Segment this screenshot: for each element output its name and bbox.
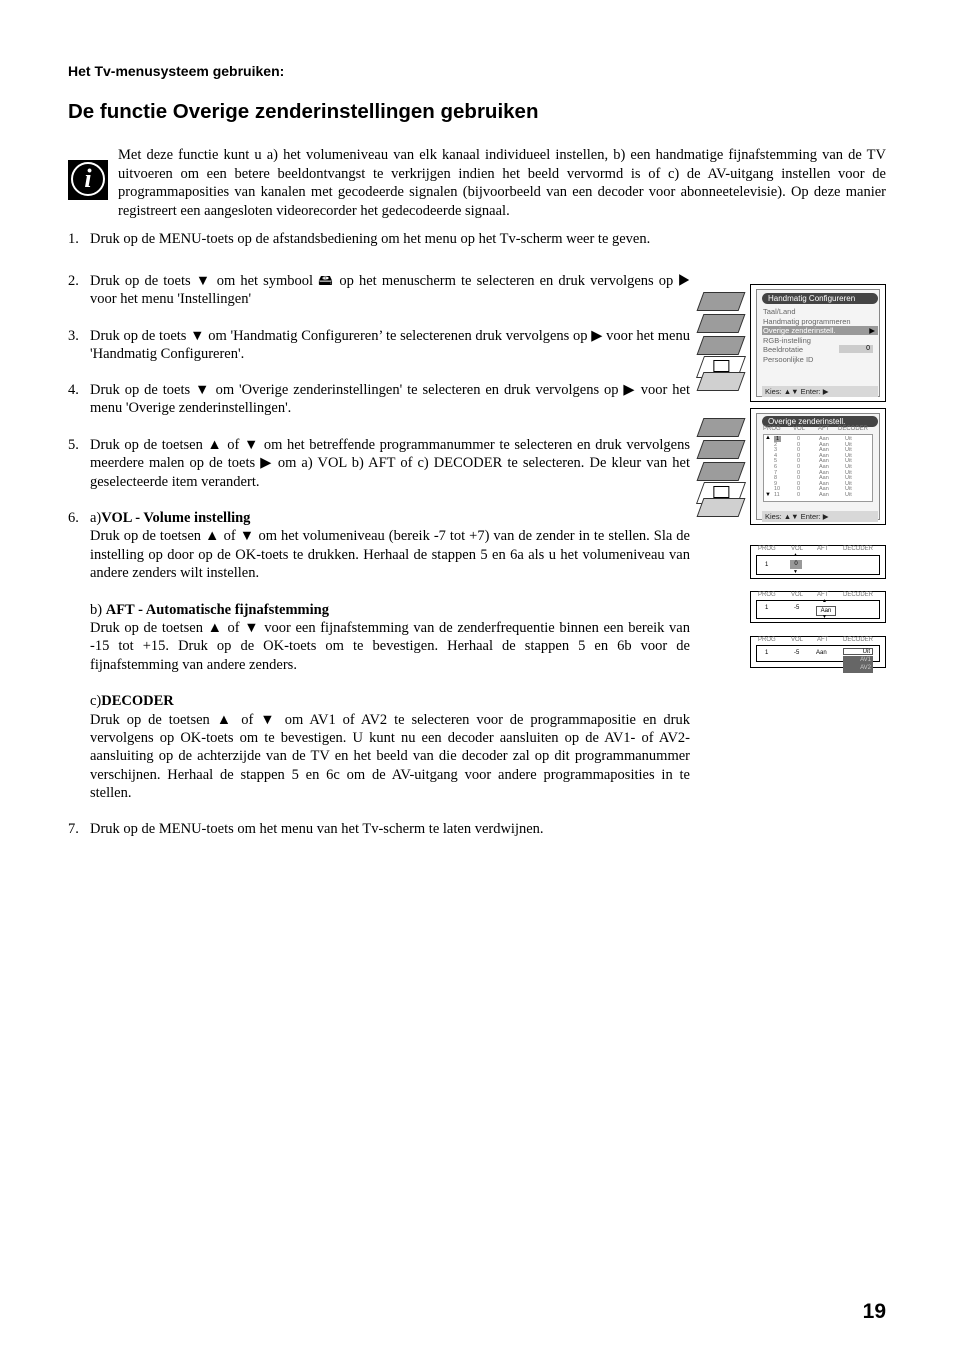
table-cell: 0: [797, 480, 801, 487]
table-cell: 0: [797, 486, 801, 493]
table-cell: 0: [797, 492, 801, 498]
table-cell: 1: [776, 436, 780, 442]
table-cell: Uit: [845, 452, 852, 459]
table-cell: Aan: [819, 464, 829, 470]
sound-icon: [697, 440, 746, 459]
features-icon: [697, 336, 746, 355]
table-cell: Aan: [819, 469, 829, 476]
table-cell: 0: [797, 452, 801, 459]
menu-item: Handmatig programmeren: [763, 317, 851, 326]
info-icon: i: [68, 160, 108, 200]
table-cell: Aan: [819, 458, 829, 465]
menu-item: RGB-instelling: [763, 336, 811, 345]
table-cell: 7: [774, 469, 778, 476]
vol-value: 0: [790, 560, 802, 569]
features-icon: [697, 462, 746, 481]
picture-icon: [697, 418, 746, 437]
step-6a: a)VOL - Volume instelling Druk op de toetsen ▲ of ▼ om het volumeniveau (bereik -7 tot +7) van de zender in te stellen. Sla de instelling op door op de OK-toets te drukken. Herhaal de stappen 5 en 6a als u het volumeniveau van andere zenders wilt instellen.: [90, 510, 690, 582]
step-6c: c)DECODER Druk op de toetsen ▲ of ▼ om AV1 of AV2 te selecteren voor de programmapositie en druk vervolgens op OK-toets om te bevestigen. U kunt nu een decoder aansluiten op de AV1- of AV2-aansluiting op de achterzijde van de TV en het beeld van die decoder zal op dit programmanummer verschijnen. Herhaal de stappen 5 en 6c om de AV-uitgang voor andere programmaposities in te stellen.: [90, 693, 690, 802]
table-cell: 0: [797, 475, 801, 482]
scroll-up-icon: ▲: [765, 435, 771, 441]
table-cell: 11: [774, 492, 780, 498]
table-cell: Aan: [819, 452, 829, 459]
table-cell: 2: [774, 441, 778, 448]
table-cell: 0: [797, 447, 801, 454]
table-cell: 3: [774, 447, 778, 454]
menu-item-selected: Overige zenderinstell. ▶: [762, 326, 878, 335]
teletext-icon: [697, 372, 746, 391]
channel-table: [763, 434, 873, 502]
table-cell: 0: [797, 458, 801, 465]
teletext-icon: [697, 498, 746, 517]
table-cell: Uit: [845, 475, 852, 482]
aft-value: Aan: [816, 606, 836, 616]
table-cell: Uit: [845, 447, 852, 454]
table-cell: 5: [774, 458, 778, 465]
table-cell: 0: [797, 436, 801, 442]
decoder-option-selected: Uit: [843, 648, 873, 655]
page-title: De functie Overige zenderinstellingen gebruiken: [68, 100, 539, 123]
table-cell: Uit: [845, 486, 852, 493]
table-cell: 0: [797, 464, 801, 470]
table-cell: 6: [774, 464, 778, 470]
menu-item: Beeldrotatie: [763, 345, 804, 354]
aft-strip: PROG VOL AFT DECODER 1 -5 Aan ▲ ▼: [750, 591, 886, 623]
table-cell: 4: [774, 452, 778, 459]
menu-title: Overige zenderinstell.: [762, 416, 878, 427]
menu-footer: Kies: ▲▼ Enter: ▶: [762, 386, 878, 397]
step-6b: b) AFT - Automatische fijnafstemming Druk op de toetsen ▲ of ▼ voor een fijnafstemming van de zenderfrequentie binnen een bereik van -15 tot +15. Druk op de OK-toets om te bevestigen. Herhaal de stappen 5 en 6b voor de fijnafstemming van andere zenders.: [90, 601, 690, 673]
menu-item: Persoonlijke ID: [763, 355, 814, 364]
table-cell: 0: [797, 441, 801, 448]
page-number: 19: [862, 1300, 886, 1323]
table-cell: Aan: [819, 441, 829, 448]
table-cell: Uit: [845, 469, 852, 476]
scroll-down-icon: ▼: [765, 492, 771, 498]
table-cell: Aan: [819, 480, 829, 487]
picture-icon: [697, 292, 746, 311]
decoder-dropdown: AV1 AV2: [843, 656, 873, 673]
table-cell: Aan: [819, 486, 829, 493]
section-header: Het Tv-menusysteem gebruiken:: [68, 63, 285, 79]
menu-title: Handmatig Configureren: [762, 293, 878, 304]
tv-screen-manual-config: [750, 284, 886, 402]
table-cell: 9: [774, 480, 778, 487]
vol-strip: PROG VOL AFT DECODER 1 0 ▲ ▼: [750, 545, 886, 579]
table-cell: 0: [797, 469, 801, 476]
table-cell: Aan: [819, 447, 829, 454]
intro-paragraph: Met deze functie kunt u a) het volumeniveau van elk kanaal individueel instellen, b) een handmatige fijnafstemming van de TV uitvoeren om een betere beeldontvangst te verkrijgen indien het beeld vervormd is of c) de AV-uitgang instellen voor de programmaposities van kanalen met gecodeerde signalen (bijvoorbeeld van een decoder voor abonneetelevisie). Op deze manier registreert een aangesloten videorecorder het gedecodeerde signaal.: [118, 147, 886, 219]
table-cell: Aan: [819, 492, 829, 498]
sound-icon: [697, 314, 746, 333]
table-cell: Uit: [845, 436, 852, 442]
tv-screen-other-settings: Overige zenderinstell. PROG VOL AFT DECODER 1 0 Aan Uit 2 0 Aan Uit 3 0 Aan Uit 4 0 Aan Uit 5 0 Aan Uit 6 0 Aan Uit 7 0 Aan Uit 8 0 Aan Uit 9 0 Aan Uit 10 0 Aan Uit 11 0 Aan Uit ▲ ▼ Kies: ▲▼ Enter: ▶: [750, 408, 886, 525]
menu-item: Taal/Land: [763, 307, 796, 316]
table-cell: Aan: [819, 436, 829, 442]
table-cell: Aan: [819, 475, 829, 482]
table-cell: Uit: [845, 464, 852, 470]
rotation-value: 0: [839, 345, 873, 353]
table-cell: 8: [774, 475, 778, 482]
menu-footer: Kies: ▲▼ Enter: ▶: [762, 511, 878, 522]
decoder-strip: PROG VOL AFT DECODER 1 -5 Aan Uit AV1 AV2: [750, 636, 886, 668]
table-cell: 10: [774, 486, 781, 493]
table-cell: Uit: [845, 492, 852, 498]
table-cell: Uit: [845, 480, 852, 487]
table-cell: Uit: [845, 458, 852, 465]
table-cell: Uit: [845, 441, 852, 448]
